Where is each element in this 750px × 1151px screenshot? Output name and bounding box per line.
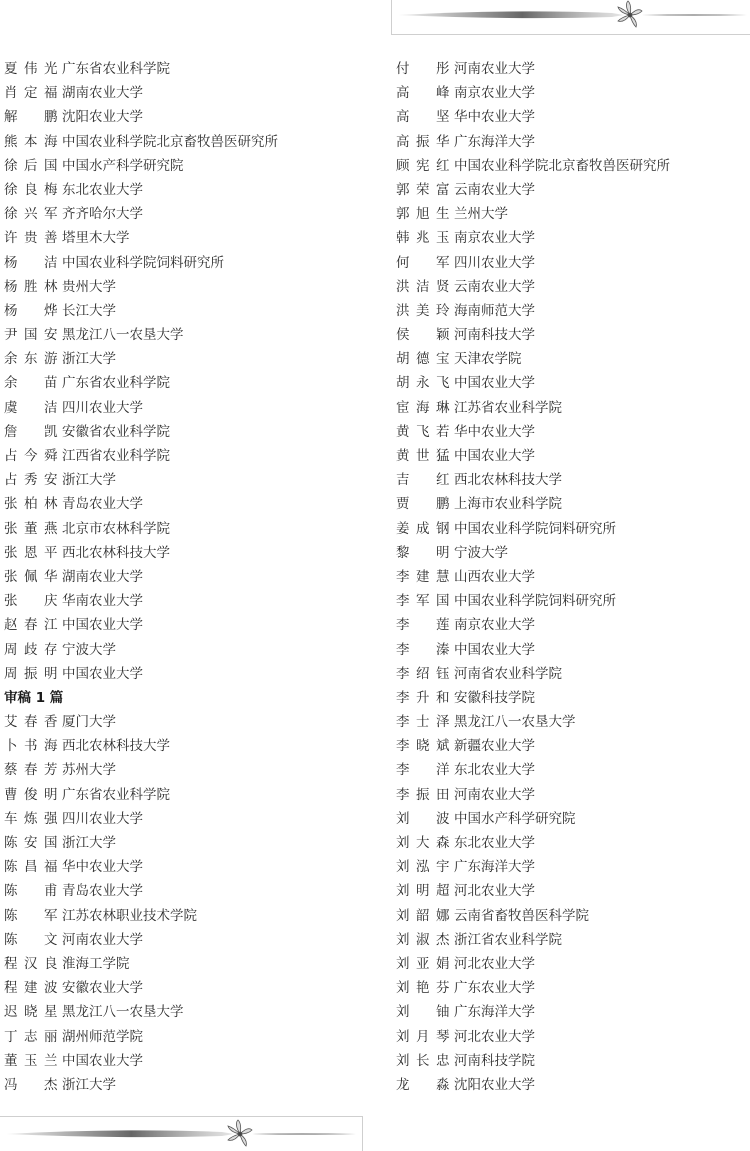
reviewer-name: 张佩华 — [4, 568, 58, 585]
list-item — [4, 565, 344, 589]
list-item — [4, 928, 344, 952]
list-item — [396, 371, 736, 395]
reviewer-name: 许贵善 — [4, 230, 58, 247]
list-item — [4, 613, 344, 637]
list-item — [396, 468, 736, 492]
reviewer-name: 郭旭生 — [396, 206, 450, 223]
reviewer-name: 尹国安 — [4, 327, 58, 344]
reviewer-name: 周振明 — [4, 665, 58, 682]
floral-divider-icon — [392, 0, 750, 34]
reviewer-name: 虞 洁 — [4, 399, 58, 416]
list-item — [396, 396, 736, 420]
reviewer-name: 杨 烨 — [4, 302, 58, 319]
reviewer-institution: 南京农业大学 — [454, 617, 535, 634]
list-item — [396, 952, 736, 976]
reviewer-institution: 广东省农业科学院 — [62, 61, 170, 77]
reviewer-institution: 河南科技大学 — [454, 327, 535, 344]
reviewer-name: 熊本海 — [4, 133, 58, 150]
reviewer-name: 赵春江 — [4, 617, 58, 634]
reviewer-institution: 华中农业大学 — [454, 423, 535, 440]
reviewer-institution: 河北农业大学 — [454, 1028, 535, 1045]
reviewer-institution: 黑龙江八一农垦大学 — [454, 714, 576, 731]
reviewer-name: 刘韶娜 — [396, 907, 450, 924]
reviewer-institution: 湖州师范学院 — [62, 1028, 143, 1045]
reviewer-institution: 南京农业大学 — [454, 85, 535, 102]
list-item — [4, 251, 344, 275]
reviewer-institution: 江苏省农业科学院 — [454, 399, 562, 416]
reviewer-institution: 上海市农业科学院 — [454, 496, 562, 513]
list-item — [396, 541, 736, 565]
list-item — [396, 299, 736, 323]
list-item — [396, 758, 736, 782]
reviewer-institution: 西北农林科技大学 — [62, 738, 170, 755]
reviewer-institution: 河南科技学院 — [454, 1052, 535, 1069]
reviewer-institution: 广东省农业科学院 — [62, 375, 170, 392]
reviewer-name: 刘泓宇 — [396, 859, 450, 876]
reviewer-name: 刘 波 — [396, 810, 450, 827]
reviewer-institution: 黑龙江八一农垦大学 — [62, 1004, 184, 1021]
list-item — [4, 492, 344, 516]
list-item — [396, 879, 736, 903]
reviewer-name: 龙 淼 — [396, 1076, 450, 1093]
reviewer-institution: 宁波大学 — [454, 544, 508, 561]
reviewer-institution: 河南省农业科学院 — [454, 665, 562, 682]
reviewer-institution: 河北农业大学 — [454, 955, 535, 972]
list-item — [396, 710, 736, 734]
reviewer-name: 杨胜林 — [4, 278, 58, 295]
list-item — [396, 517, 736, 541]
list-item — [396, 904, 736, 928]
reviewer-name: 侯 颖 — [396, 327, 450, 344]
reviewer-name: 刘明超 — [396, 883, 450, 900]
reviewer-institution: 江苏农林职业技术学院 — [62, 907, 197, 924]
list-item — [396, 831, 736, 855]
reviewer-name: 余东游 — [4, 351, 58, 368]
list-item — [396, 928, 736, 952]
list-item — [4, 758, 344, 782]
reviewer-institution: 云南农业大学 — [454, 278, 535, 295]
section-heading: 审稿 1 篇 — [4, 689, 64, 706]
reviewer-name: 刘亚娟 — [396, 955, 450, 972]
reviewer-name: 冯 杰 — [4, 1076, 58, 1093]
reviewer-institution: 山西农业大学 — [454, 568, 535, 585]
reviewer-institution: 河北农业大学 — [454, 883, 535, 900]
reviewer-list-group-2 — [4, 710, 344, 1097]
reviewer-institution: 广东省农业科学院 — [62, 786, 170, 803]
list-item — [396, 347, 736, 371]
list-item — [396, 275, 736, 299]
reviewer-name: 余 苗 — [4, 375, 58, 392]
list-item — [4, 904, 344, 928]
reviewer-name: 蔡春芳 — [4, 762, 58, 779]
list-item — [4, 420, 344, 444]
reviewer-name: 高振华 — [396, 133, 450, 150]
reviewer-name: 徐后国 — [4, 157, 58, 174]
reviewer-institution: 河南农业大学 — [62, 931, 143, 948]
reviewer-institution: 云南农业大学 — [454, 181, 535, 198]
reviewer-name: 李士泽 — [396, 714, 450, 731]
reviewer-name: 黎 明 — [396, 544, 450, 561]
list-item — [4, 105, 344, 129]
reviewer-list-group-1 — [4, 57, 344, 686]
list-item — [4, 468, 344, 492]
list-item — [4, 1049, 344, 1073]
reviewer-name: 董玉兰 — [4, 1052, 58, 1069]
reviewer-institution: 西北农林科技大学 — [454, 472, 562, 489]
reviewer-name: 陈 甫 — [4, 883, 58, 900]
reviewer-name: 詹 凯 — [4, 423, 58, 440]
reviewer-name: 李升和 — [396, 689, 450, 706]
list-item — [4, 202, 344, 226]
list-item — [396, 662, 736, 686]
list-item — [4, 371, 344, 395]
reviewer-institution: 安徽科技学院 — [454, 689, 535, 706]
reviewer-name: 陈安国 — [4, 835, 58, 851]
reviewer-institution: 苏州大学 — [62, 762, 116, 779]
list-item — [396, 154, 736, 178]
reviewer-name: 刘月琴 — [396, 1028, 450, 1045]
reviewer-name: 付 彤 — [396, 61, 450, 77]
reviewer-institution: 海南师范大学 — [454, 302, 535, 319]
reviewer-name: 刘大森 — [396, 835, 450, 851]
reviewer-institution: 东北农业大学 — [62, 181, 143, 198]
reviewer-name: 李 溱 — [396, 641, 450, 658]
reviewer-institution: 青岛农业大学 — [62, 496, 143, 513]
list-item — [396, 420, 736, 444]
list-item — [396, 323, 736, 347]
floral-divider-icon — [0, 1117, 362, 1151]
reviewer-name: 车炼强 — [4, 810, 58, 827]
reviewer-name: 张董燕 — [4, 520, 58, 537]
reviewer-institution: 中国农业大学 — [454, 448, 535, 464]
reviewer-institution: 广东海洋大学 — [454, 1004, 535, 1021]
reviewer-name: 刘淑杰 — [396, 931, 450, 948]
reviewer-institution: 华中农业大学 — [62, 859, 143, 876]
list-item — [4, 299, 344, 323]
reviewer-institution: 华中农业大学 — [454, 109, 535, 126]
list-item — [396, 976, 736, 1000]
reviewer-name: 肖定福 — [4, 85, 58, 102]
reviewer-institution: 中国农业大学 — [454, 375, 535, 392]
list-item — [4, 976, 344, 1000]
list-item — [4, 541, 344, 565]
reviewer-institution: 中国农业科学院北京畜牧兽医研究所 — [62, 133, 278, 150]
reviewer-institution: 安徽省农业科学院 — [62, 423, 170, 440]
reviewer-institution: 长江大学 — [62, 302, 116, 319]
reviewer-institution: 中国农业科学院饲料研究所 — [454, 520, 616, 537]
reviewer-institution: 安徽农业大学 — [62, 980, 143, 997]
list-item — [4, 444, 344, 468]
list-item — [4, 81, 344, 105]
reviewer-institution: 中国农业科学院北京畜牧兽医研究所 — [454, 157, 670, 174]
reviewer-name: 宦海琳 — [396, 399, 450, 416]
reviewer-institution: 浙江大学 — [62, 1076, 116, 1093]
reviewer-name: 高 峰 — [396, 85, 450, 102]
list-item — [4, 347, 344, 371]
reviewer-institution: 塔里木大学 — [62, 230, 130, 247]
reviewer-institution: 南京农业大学 — [454, 230, 535, 247]
reviewer-institution: 河南农业大学 — [454, 61, 535, 77]
reviewer-name: 陈 军 — [4, 907, 58, 924]
reviewer-institution: 四川农业大学 — [454, 254, 535, 271]
reviewer-name: 杨 洁 — [4, 254, 58, 271]
list-item — [396, 130, 736, 154]
reviewer-institution: 江西省农业科学院 — [62, 448, 170, 464]
list-item — [396, 202, 736, 226]
reviewer-name: 刘艳芬 — [396, 980, 450, 997]
list-item — [396, 1000, 736, 1024]
reviewer-name: 顾宪红 — [396, 157, 450, 174]
right-column — [396, 57, 736, 1097]
list-item — [396, 855, 736, 879]
reviewer-name: 胡德宝 — [396, 351, 450, 368]
list-item — [396, 178, 736, 202]
reviewer-institution: 浙江大学 — [62, 351, 116, 368]
reviewer-name: 李 洋 — [396, 762, 450, 779]
reviewer-institution: 北京市农林科学院 — [62, 520, 170, 537]
list-item — [396, 492, 736, 516]
reviewer-name: 占今舜 — [4, 448, 58, 464]
reviewer-name: 李建慧 — [396, 568, 450, 585]
list-item — [4, 783, 344, 807]
reviewer-name: 吉 红 — [396, 472, 450, 489]
reviewer-institution: 四川农业大学 — [62, 810, 143, 827]
reviewer-name: 贾 鹏 — [396, 496, 450, 513]
list-item — [396, 589, 736, 613]
reviewer-name: 韩兆玉 — [396, 230, 450, 247]
list-item — [4, 807, 344, 831]
list-item — [4, 154, 344, 178]
list-item — [4, 638, 344, 662]
reviewer-institution: 沈阳农业大学 — [62, 109, 143, 126]
reviewer-institution: 宁波大学 — [62, 641, 116, 658]
reviewer-name: 黄世猛 — [396, 448, 450, 464]
reviewer-name: 张 庆 — [4, 593, 58, 610]
reviewer-institution: 河南农业大学 — [454, 786, 535, 803]
list-item — [4, 396, 344, 420]
reviewer-name: 黄飞若 — [396, 423, 450, 440]
list-item — [396, 1025, 736, 1049]
reviewer-institution: 华南农业大学 — [62, 593, 143, 610]
list-item — [396, 1049, 736, 1073]
list-item — [4, 879, 344, 903]
reviewer-institution: 广东海洋大学 — [454, 859, 535, 876]
reviewer-name: 陈昌福 — [4, 859, 58, 876]
reviewer-institution: 中国农业科学院饲料研究所 — [454, 593, 616, 610]
reviewer-institution: 中国农业大学 — [62, 617, 143, 634]
reviewer-institution: 新疆农业大学 — [454, 738, 535, 755]
reviewer-institution: 中国农业大学 — [62, 665, 143, 682]
reviewer-name: 洪美玲 — [396, 302, 450, 319]
reviewer-institution: 沈阳农业大学 — [454, 1076, 535, 1093]
reviewer-name: 周歧存 — [4, 641, 58, 658]
reviewer-name: 徐良梅 — [4, 181, 58, 198]
list-item — [396, 783, 736, 807]
reviewer-institution: 浙江大学 — [62, 472, 116, 489]
reviewer-name: 丁志丽 — [4, 1028, 58, 1045]
reviewer-institution: 天津农学院 — [454, 351, 522, 368]
left-column — [4, 57, 344, 1097]
reviewer-institution: 淮海工学院 — [62, 955, 130, 972]
list-item — [396, 105, 736, 129]
top-ornament-divider — [391, 0, 750, 35]
reviewer-name: 陈 文 — [4, 931, 58, 948]
reviewer-institution: 东北农业大学 — [454, 835, 535, 851]
list-item — [4, 275, 344, 299]
reviewer-institution: 中国水产科学研究院 — [62, 157, 184, 174]
list-item — [396, 444, 736, 468]
reviewer-institution: 厦门大学 — [62, 714, 116, 731]
reviewer-institution: 东北农业大学 — [454, 762, 535, 779]
reviewer-institution: 兰州大学 — [454, 206, 508, 223]
reviewer-name: 刘长忠 — [396, 1052, 450, 1069]
reviewer-name: 艾春香 — [4, 714, 58, 731]
reviewer-institution: 中国农业大学 — [62, 1052, 143, 1069]
reviewer-name: 洪洁贤 — [396, 278, 450, 295]
list-item — [396, 734, 736, 758]
list-item — [396, 638, 736, 662]
list-item — [396, 1073, 736, 1097]
reviewer-name: 徐兴军 — [4, 206, 58, 223]
list-item — [4, 130, 344, 154]
reviewer-institution: 中国农业科学院饲料研究所 — [62, 254, 224, 271]
list-item — [4, 226, 344, 250]
list-item — [4, 1025, 344, 1049]
list-item — [4, 952, 344, 976]
reviewer-institution: 浙江省农业科学院 — [454, 931, 562, 948]
reviewer-name: 胡永飞 — [396, 375, 450, 392]
reviewer-institution: 浙江大学 — [62, 835, 116, 851]
reviewer-name: 夏伟光 — [4, 61, 58, 77]
reviewer-name: 占秀安 — [4, 472, 58, 489]
list-item — [396, 251, 736, 275]
list-item — [396, 686, 736, 710]
list-item — [4, 662, 344, 686]
reviewer-name: 刘 铀 — [396, 1004, 450, 1021]
list-item — [4, 57, 344, 81]
reviewer-institution: 湖南农业大学 — [62, 85, 143, 102]
reviewer-name: 卜书海 — [4, 738, 58, 755]
reviewer-name: 李 莲 — [396, 617, 450, 634]
list-item — [4, 1073, 344, 1097]
reviewer-institution: 广东农业大学 — [454, 980, 535, 997]
reviewer-institution: 中国水产科学研究院 — [454, 810, 576, 827]
reviewer-institution: 青岛农业大学 — [62, 883, 143, 900]
reviewer-name: 李振田 — [396, 786, 450, 803]
list-item — [4, 710, 344, 734]
reviewer-institution: 中国农业大学 — [454, 641, 535, 658]
list-item — [4, 589, 344, 613]
list-item — [396, 81, 736, 105]
list-item — [4, 323, 344, 347]
bottom-ornament-divider — [0, 1116, 363, 1151]
reviewer-name: 何 军 — [396, 254, 450, 271]
reviewer-institution: 齐齐哈尔大学 — [62, 206, 143, 223]
reviewer-name: 高 坚 — [396, 109, 450, 126]
list-item — [4, 1000, 344, 1024]
reviewer-name: 李绍钰 — [396, 665, 450, 682]
reviewer-name: 姜成钢 — [396, 520, 450, 537]
list-item — [396, 613, 736, 637]
list-item — [396, 807, 736, 831]
list-item — [396, 57, 736, 81]
reviewer-name: 郭荣富 — [396, 181, 450, 198]
reviewer-name: 曹俊明 — [4, 786, 58, 803]
list-item — [4, 855, 344, 879]
reviewer-institution: 黑龙江八一农垦大学 — [62, 327, 184, 344]
reviewer-name: 程建波 — [4, 980, 58, 997]
reviewer-name: 李军国 — [396, 593, 450, 610]
reviewer-institution: 云南省畜牧兽医科学院 — [454, 907, 589, 924]
list-item — [396, 226, 736, 250]
reviewer-name: 程汉良 — [4, 955, 58, 972]
list-item — [4, 831, 344, 855]
list-item — [4, 734, 344, 758]
reviewer-institution: 西北农林科技大学 — [62, 544, 170, 561]
reviewer-institution: 贵州大学 — [62, 278, 116, 295]
reviewer-name: 张柏林 — [4, 496, 58, 513]
reviewer-name: 迟晓星 — [4, 1004, 58, 1021]
list-item — [4, 178, 344, 202]
list-item — [4, 517, 344, 541]
reviewer-institution: 广东海洋大学 — [454, 133, 535, 150]
list-item — [396, 565, 736, 589]
reviewer-name: 解 鹏 — [4, 109, 58, 126]
reviewer-name: 张恩平 — [4, 544, 58, 561]
reviewer-name: 李晓斌 — [396, 738, 450, 755]
reviewer-institution: 四川农业大学 — [62, 399, 143, 416]
reviewer-institution: 湖南农业大学 — [62, 568, 143, 585]
